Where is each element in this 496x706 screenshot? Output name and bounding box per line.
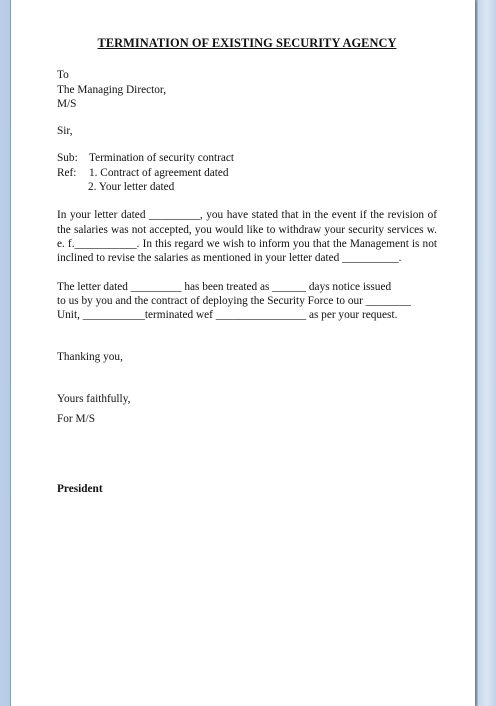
body-paragraph-1: In your letter dated _________, you have stated that in the event if the revision of the salaries was not accepted, you would like to withdraw your security services w. e. f.___________. In this regard we wish to inform you that the Management is not inclined to revise the salaries as mentioned in your letter dated __________. — [57, 209, 437, 265]
subject-text: Termination of security contract — [89, 152, 235, 165]
company-line: M/S — [57, 97, 77, 110]
document-page — [10, 0, 476, 706]
letter-title: TERMINATION OF EXISTING SECURITY AGENCY — [97, 36, 397, 50]
body-paragraph-2-line-2: to us by you and the contract of deploying the Security Force to our ________ — [57, 294, 411, 307]
reference-item-2: 2. Your letter dated — [88, 181, 175, 194]
recipient: The Managing Director, — [57, 83, 167, 96]
signatory: President — [57, 483, 103, 496]
closing-line: Yours faithfully, — [57, 392, 131, 405]
subject-label: Sub: — [57, 152, 78, 165]
for-company-line: For M/S — [57, 413, 95, 426]
subject-row — [57, 151, 437, 165]
body-paragraph-2-line-3: Unit, ___________terminated wef ________________ as per your request. — [57, 309, 398, 322]
scrollbar-track[interactable] — [477, 0, 496, 706]
to-label: To — [57, 69, 69, 82]
reference-item-1: 1. Contract of agreement dated — [89, 166, 229, 179]
thanking-line: Thanking you, — [57, 351, 123, 364]
salutation: Sir, — [57, 125, 73, 138]
letter-body — [57, 36, 437, 497]
body-paragraph-2-line-1: The letter dated _________ has been treated as ______ days notice issued — [57, 280, 392, 293]
reference-row — [57, 166, 437, 180]
reference-label: Ref: — [57, 166, 77, 179]
